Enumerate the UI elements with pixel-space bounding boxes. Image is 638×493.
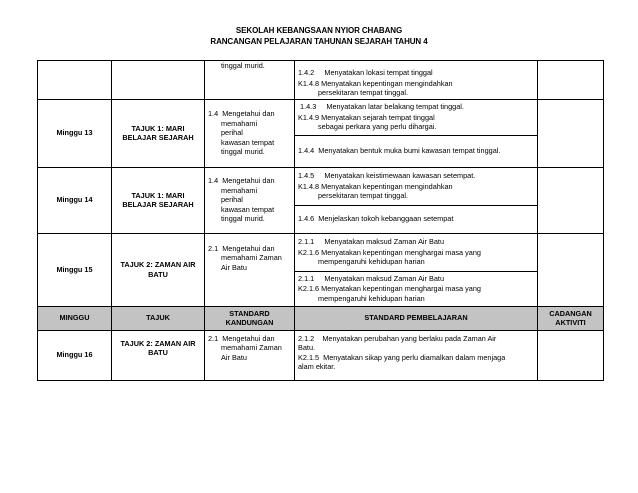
document-header: [0, 25, 638, 47]
col-header-standard-kandungan: STANDARD KANDUNGAN: [205, 306, 295, 330]
sp-line: K2.1.5 Menyatakan sikap yang perlu diamalkan dalam menjaga: [298, 352, 506, 362]
sp-code: 2.1.1: [298, 273, 315, 283]
sk-cell: [205, 167, 295, 233]
tajuk-cell: [112, 61, 205, 100]
sp-item: [298, 171, 534, 181]
sp-cont: sebagai perkara yang perlu dihargai.: [318, 122, 437, 132]
tajuk-line: BELAJAR SEJARAH: [122, 200, 194, 209]
sk-line: Mengetahui dan: [222, 333, 275, 343]
sp-line: 2.1.2 Menyatakan perubahan yang berlaku pada Zaman Air: [298, 333, 497, 343]
sk-line: kawasan tempat: [221, 137, 275, 147]
sk-cell: [205, 61, 295, 100]
sk-line: perihal: [221, 195, 243, 205]
sp-item: [298, 146, 534, 156]
sp-code: K2.1.6: [298, 247, 320, 257]
tajuk-cell: [112, 99, 205, 167]
sp-cell: [295, 135, 538, 167]
sk-num: 1.4: [208, 109, 219, 119]
aktiviti-cell: [538, 233, 604, 306]
tajuk-line: TAJUK 2: ZAMAN AIR: [120, 260, 196, 269]
sp-cell: [295, 205, 538, 233]
sp-cont: persekitaran tempat tinggal.: [318, 88, 409, 97]
sp-text: Menyatakan bentuk muka bumi kawasan tempat tinggal.: [318, 146, 501, 156]
sk-item: [208, 176, 291, 224]
sk-item: [208, 244, 291, 273]
minggu-cell: Minggu 13: [38, 99, 112, 167]
tajuk-cell: [112, 233, 205, 306]
sk-line: Air Batu: [221, 352, 247, 362]
table-row-week15-a: [38, 233, 604, 271]
sk-num: 2.1: [208, 333, 219, 343]
sp-line: Batu.: [298, 343, 316, 352]
col-header-cadangan-aktiviti: CADANGAN AKTIVITI: [538, 306, 604, 330]
sp-code: K1.4.8: [298, 181, 320, 191]
sk-tail: tinggal murid.: [221, 61, 265, 70]
tajuk-line: TAJUK 2: ZAMAN AIR: [120, 338, 196, 348]
sp-code: 1.4.4: [298, 146, 315, 156]
sk-item: [208, 109, 291, 157]
sp-code: K2.1.6: [298, 284, 320, 294]
sp-text: Menyatakan kepentingan menghargai masa yang: [321, 284, 481, 294]
aktiviti-cell: [538, 167, 604, 233]
sk-line: Mengetahui dan: [222, 243, 275, 253]
sp-code: 1.4.3: [300, 102, 317, 112]
sp-cell: [295, 233, 538, 271]
sp-code: 2.1.1: [298, 237, 315, 247]
tajuk-cell: [112, 167, 205, 233]
sp-cell: [295, 61, 538, 100]
sp-code: 1.4.2: [298, 68, 315, 77]
sp-cont: mempengaruhi kehidupan harian: [318, 257, 425, 267]
table-row-week13-a: [38, 99, 604, 135]
sk-line: memahami: [221, 118, 258, 128]
tajuk-line: TAJUK 1: MARI: [131, 123, 185, 133]
minggu-cell: Minggu 14: [38, 167, 112, 233]
sk-line: Mengetahui dan: [222, 176, 275, 186]
sp-item: [298, 79, 534, 98]
sp-code: 1.4.6: [298, 214, 315, 224]
sp-text: Menyatakan maksud Zaman Air Batu: [324, 237, 445, 247]
sk-line: perihal: [221, 128, 243, 138]
sp-text: Menyatakan sejarah tempat tinggal: [321, 112, 435, 122]
sp-code: 1.4.5: [298, 171, 315, 181]
tajuk-line: BATU: [148, 348, 168, 357]
sk-line: Air Batu: [221, 262, 247, 272]
tajuk-line: TAJUK 1: MARI: [131, 190, 185, 200]
col-header-minggu: MINGGU: [38, 306, 112, 330]
sk-line: tinggal murid.: [221, 147, 265, 157]
sp-text: Menjelaskan tokoh kebanggaan setempat: [318, 214, 454, 224]
sp-item: [298, 182, 534, 201]
sp-text: Menyatakan kepentingan mengindahkan: [321, 181, 453, 191]
sp-item: [298, 274, 534, 284]
sk-line: tinggal murid.: [221, 214, 265, 224]
tajuk-line: BELAJAR SEJARAH: [122, 133, 194, 142]
sp-item: [298, 237, 534, 247]
sk-line: Mengetahui dan: [222, 109, 275, 119]
sp-text: Menyatakan kepentingan mengindahkan: [321, 78, 453, 88]
sp-code: K1.4.8: [298, 78, 320, 88]
sp-cell: [295, 99, 538, 135]
col-header-tajuk: TAJUK: [112, 306, 205, 330]
sp-code: K1.4.9: [298, 112, 320, 122]
school-name: SEKOLAH KEBANGSAAN NYIOR CHABANG: [235, 26, 403, 35]
minggu-cell: Minggu 16: [38, 330, 112, 380]
aktiviti-cell: [538, 99, 604, 167]
sk-item: [208, 334, 291, 363]
sp-cell: [295, 330, 538, 380]
sp-item: [298, 248, 534, 267]
aktiviti-cell: [538, 61, 604, 100]
sp-cont: persekitaran tempat tinggal.: [318, 191, 409, 201]
minggu-cell: Minggu 15: [38, 233, 112, 306]
sp-text: Menyatakan kepentingan menghargai masa yang: [321, 247, 481, 257]
col-header-standard-pembelajaran: STANDARD PEMBELAJARAN: [295, 306, 538, 330]
sk-line: memahami: [221, 185, 258, 195]
sp-item: [298, 102, 534, 112]
plan-title: RANCANGAN PELAJARAN TAHUNAN SEJARAH TAHUN 4: [210, 37, 428, 46]
table-row-week14-a: [38, 167, 604, 205]
sp-item: [298, 68, 534, 78]
sp-text: Menyatakan latar belakang tempat tinggal.: [326, 102, 464, 112]
sp-text: Menyatakan lokasi tempat tinggal: [324, 68, 433, 77]
sp-text: Menyatakan keistimewaan kawasan setempat.: [324, 171, 476, 181]
sp-text: Menyatakan maksud Zaman Air Batu: [324, 273, 445, 283]
table-header-row: [38, 306, 604, 330]
sk-cell: [205, 330, 295, 380]
sk-cell: [205, 99, 295, 167]
lesson-plan-table: [37, 60, 604, 381]
tajuk-line: BATU: [148, 269, 168, 279]
minggu-cell: [38, 61, 112, 100]
sk-cell: [205, 233, 295, 306]
sk-num: 1.4: [208, 176, 219, 186]
sp-item: [298, 284, 534, 303]
sp-line: alam ekitar.: [298, 362, 336, 371]
sk-line: kawasan tempat: [221, 204, 275, 214]
tajuk-cell: [112, 330, 205, 380]
sp-cont: mempengaruhi kehidupan harian: [318, 293, 425, 303]
sp-item: [298, 214, 534, 224]
sp-cell: [295, 167, 538, 205]
sk-line: memahami Zaman: [221, 253, 282, 262]
table-row-continued: [38, 61, 604, 100]
sp-cell: [295, 271, 538, 306]
table-row-week16: [38, 330, 604, 380]
sk-num: 2.1: [208, 243, 219, 253]
aktiviti-cell: [538, 330, 604, 380]
sp-item: [298, 113, 534, 132]
sk-line: memahami Zaman: [221, 343, 282, 352]
